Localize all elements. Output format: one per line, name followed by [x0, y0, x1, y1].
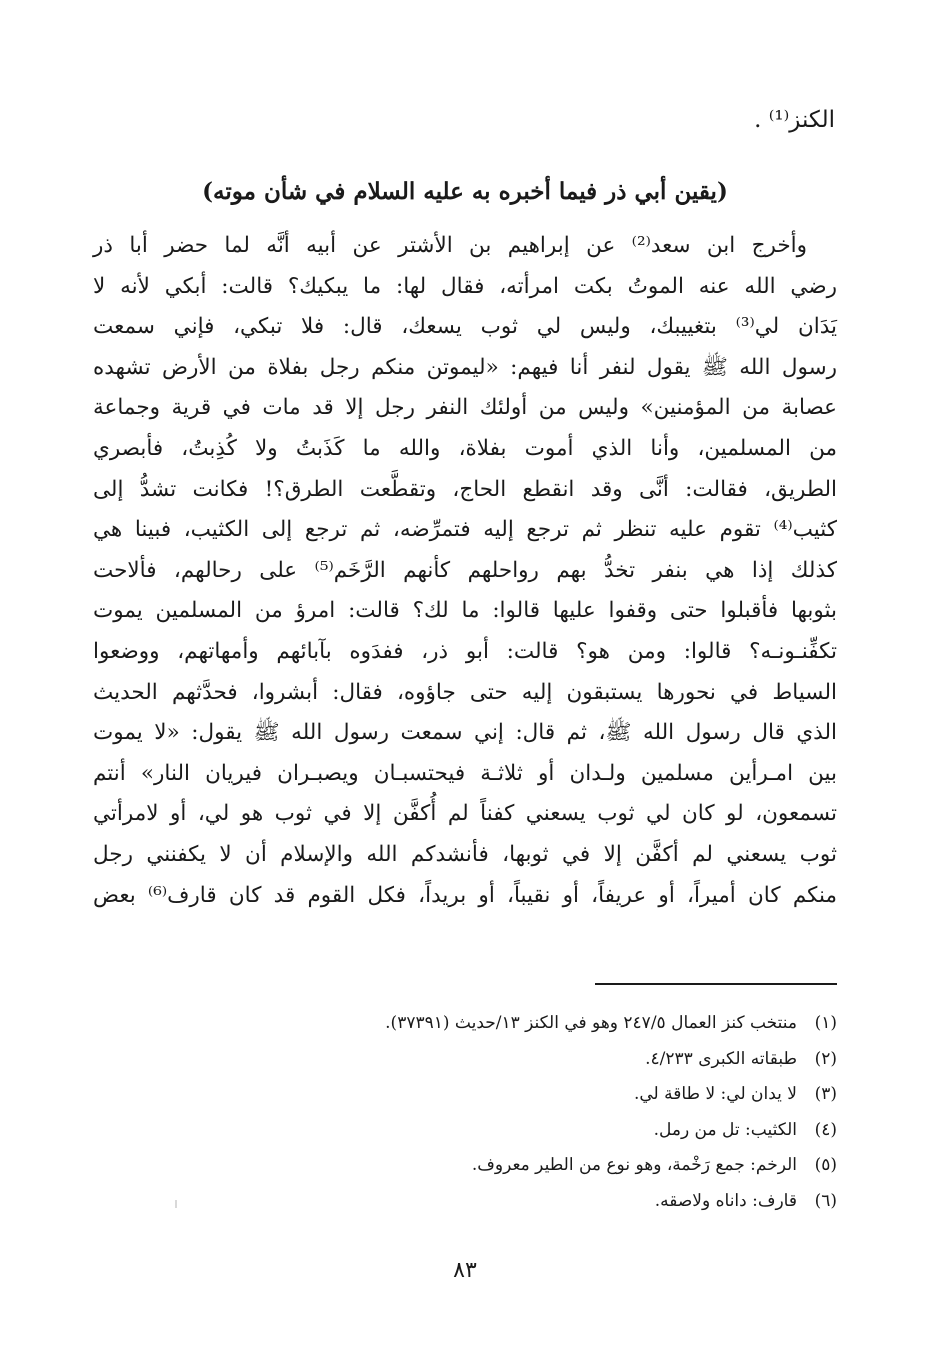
- body-line: [93, 429, 837, 470]
- body-line: [93, 551, 837, 592]
- body-line: [93, 307, 837, 348]
- body-line: [93, 754, 837, 795]
- footnotes: [93, 1006, 837, 1219]
- footnote: [93, 1113, 837, 1149]
- footnote: [93, 1006, 837, 1042]
- footnote: [93, 1184, 837, 1220]
- body-line-text: تكفِّنـونـه؟ قالوا: ومن هو؟ قالت: أبو ذر، ففدَوه بآبائهم وأمهاتهم، ووضعوا: [93, 638, 837, 664]
- body-line-text: السياط في نحورها يستبقون إليه حتى جاؤوه، فقال: أبشروا، فحدَّثهم الحديث: [93, 679, 837, 705]
- body-line: [93, 591, 837, 632]
- body-line: [93, 713, 837, 754]
- footnote: [93, 1148, 837, 1184]
- body-line: [93, 794, 837, 835]
- body-line-text: الطريق، فقالت: أنَّى وقد انقطع الحاج، وتقطَّعت الطرق؟! فكانت تشدُّ إلى: [93, 476, 837, 502]
- footnote-number: (٣): [814, 1084, 837, 1104]
- body-line-text: يَدَان لي⁽³⁾ بتغييبك، وليس لي ثوب يسعك، قال: فلا تبكي، فإني سمعت: [93, 314, 837, 340]
- body-line-text: كثيب⁽⁴⁾ تقوم عليه تنظر ثم ترجع إليه فتمرِّضه، ثم ترجع إلى الكثيب، فبينا هي: [93, 517, 837, 543]
- body-line-text: منكم كان أميراً، أو عريفاً، أو نقيباً، أو بريداً، فكل القوم قد كان قارف⁽⁶⁾ بعض: [93, 882, 838, 908]
- body-line: [93, 348, 837, 389]
- section-heading: (يقين أبي ذر فيما أخبره به عليه السلام في شأن موته): [202, 178, 728, 205]
- scan-artifact: [175, 1200, 177, 1208]
- footnote-divider: [595, 983, 837, 985]
- body-text: [93, 226, 837, 916]
- body-line: [93, 876, 837, 917]
- body-line: [93, 226, 837, 267]
- opening-line: الكنز⁽¹⁾ .: [754, 107, 835, 133]
- body-line: [93, 267, 837, 308]
- footnote-text: طبقاته الكبرى ٤/٢٣٣.: [645, 1048, 797, 1069]
- footnote-number: (٥): [814, 1155, 837, 1175]
- body-line-text: ثوب يسعني لم أكفَّن إلا في ثوبها، فأنشدكم الله والإسلام أن لا يكفنني رجل: [93, 841, 837, 867]
- body-line-text: عصابة من المؤمنين» وليس من أولئك النفر رجل إلا قد مات في قرية وجماعة: [93, 395, 837, 421]
- footnote-number: (٤): [814, 1119, 837, 1140]
- body-line: [93, 835, 837, 876]
- body-line-text: وأخرج ابن سعد⁽²⁾ عن إبراهيم بن الأشتر عن أبيه أنَّه لما حضر أبا ذر: [93, 233, 807, 258]
- page-number: ٨٣: [453, 1258, 477, 1283]
- footnote-number: (٢): [814, 1048, 837, 1069]
- footnote-text: منتخب كنز العمال ٢٤٧/٥ وهو في الكنز ١٣/حديث (٣٧٣٩١).: [385, 1013, 797, 1033]
- body-line-text: تسمعون، لو كان لي ثوب يسعني كفناً لم أُكفَّن إلا في ثوب هو لي، أو لامرأتي: [93, 801, 837, 827]
- body-line: [93, 510, 837, 551]
- body-line-text: من المسلمين، وأنا الذي أموت بفلاة، والله ما كَذَبتُ ولا كُذِبتُ، فأبصري: [93, 435, 837, 461]
- body-line: [93, 470, 837, 511]
- body-line-text: بثوبها فأقبلوا حتى وقفوا عليها قالوا: ما لك؟ قالت: امرؤ من المسلمين يموت: [93, 598, 837, 624]
- body-line-text: كذلك إذا هي بنفر تخدُّ بهم رواحلهم كأنهم الرَّخَم⁽⁵⁾ على رحالهم، فألاحت: [93, 557, 838, 583]
- footnote-text: لا يدان لي: لا طاقة لي.: [633, 1084, 797, 1104]
- body-line: [93, 673, 837, 714]
- body-line-text: رضي الله عنه الموتُ بكت امرأته، فقال لها: ما يبكيك؟ قالت: أبكي لأنه لا: [93, 273, 837, 299]
- body-line: [93, 388, 837, 429]
- body-line-text: رسول الله ﷺ يقول لنفر أنا فيهم: «ليموتن منكم رجل بفلاة من الأرض تشهده: [93, 354, 837, 380]
- footnote: [93, 1042, 837, 1078]
- footnote-text: قارف: داناه ولاصقه.: [654, 1190, 797, 1211]
- body-line: [93, 632, 837, 673]
- footnote: [93, 1077, 837, 1113]
- footnote-text: الكثيب: تل من رمل.: [653, 1119, 797, 1140]
- body-line-text: الذي قال رسول الله ﷺ، ثم قال: إني سمعت رسول الله ﷺ يقول: «لا يموت: [93, 720, 837, 746]
- body-line-text: بين امـرأين مسلمين ولـدان أو ثلاثـة فيحتسبـان ويصبـران فيريان النار» أنتم: [93, 760, 837, 786]
- footnote-text: الرخم: جمع رَخْمة، وهو نوع من الطير معروف.: [471, 1155, 797, 1175]
- footnote-number: (١): [814, 1013, 837, 1033]
- footnote-number: (٦): [814, 1190, 837, 1211]
